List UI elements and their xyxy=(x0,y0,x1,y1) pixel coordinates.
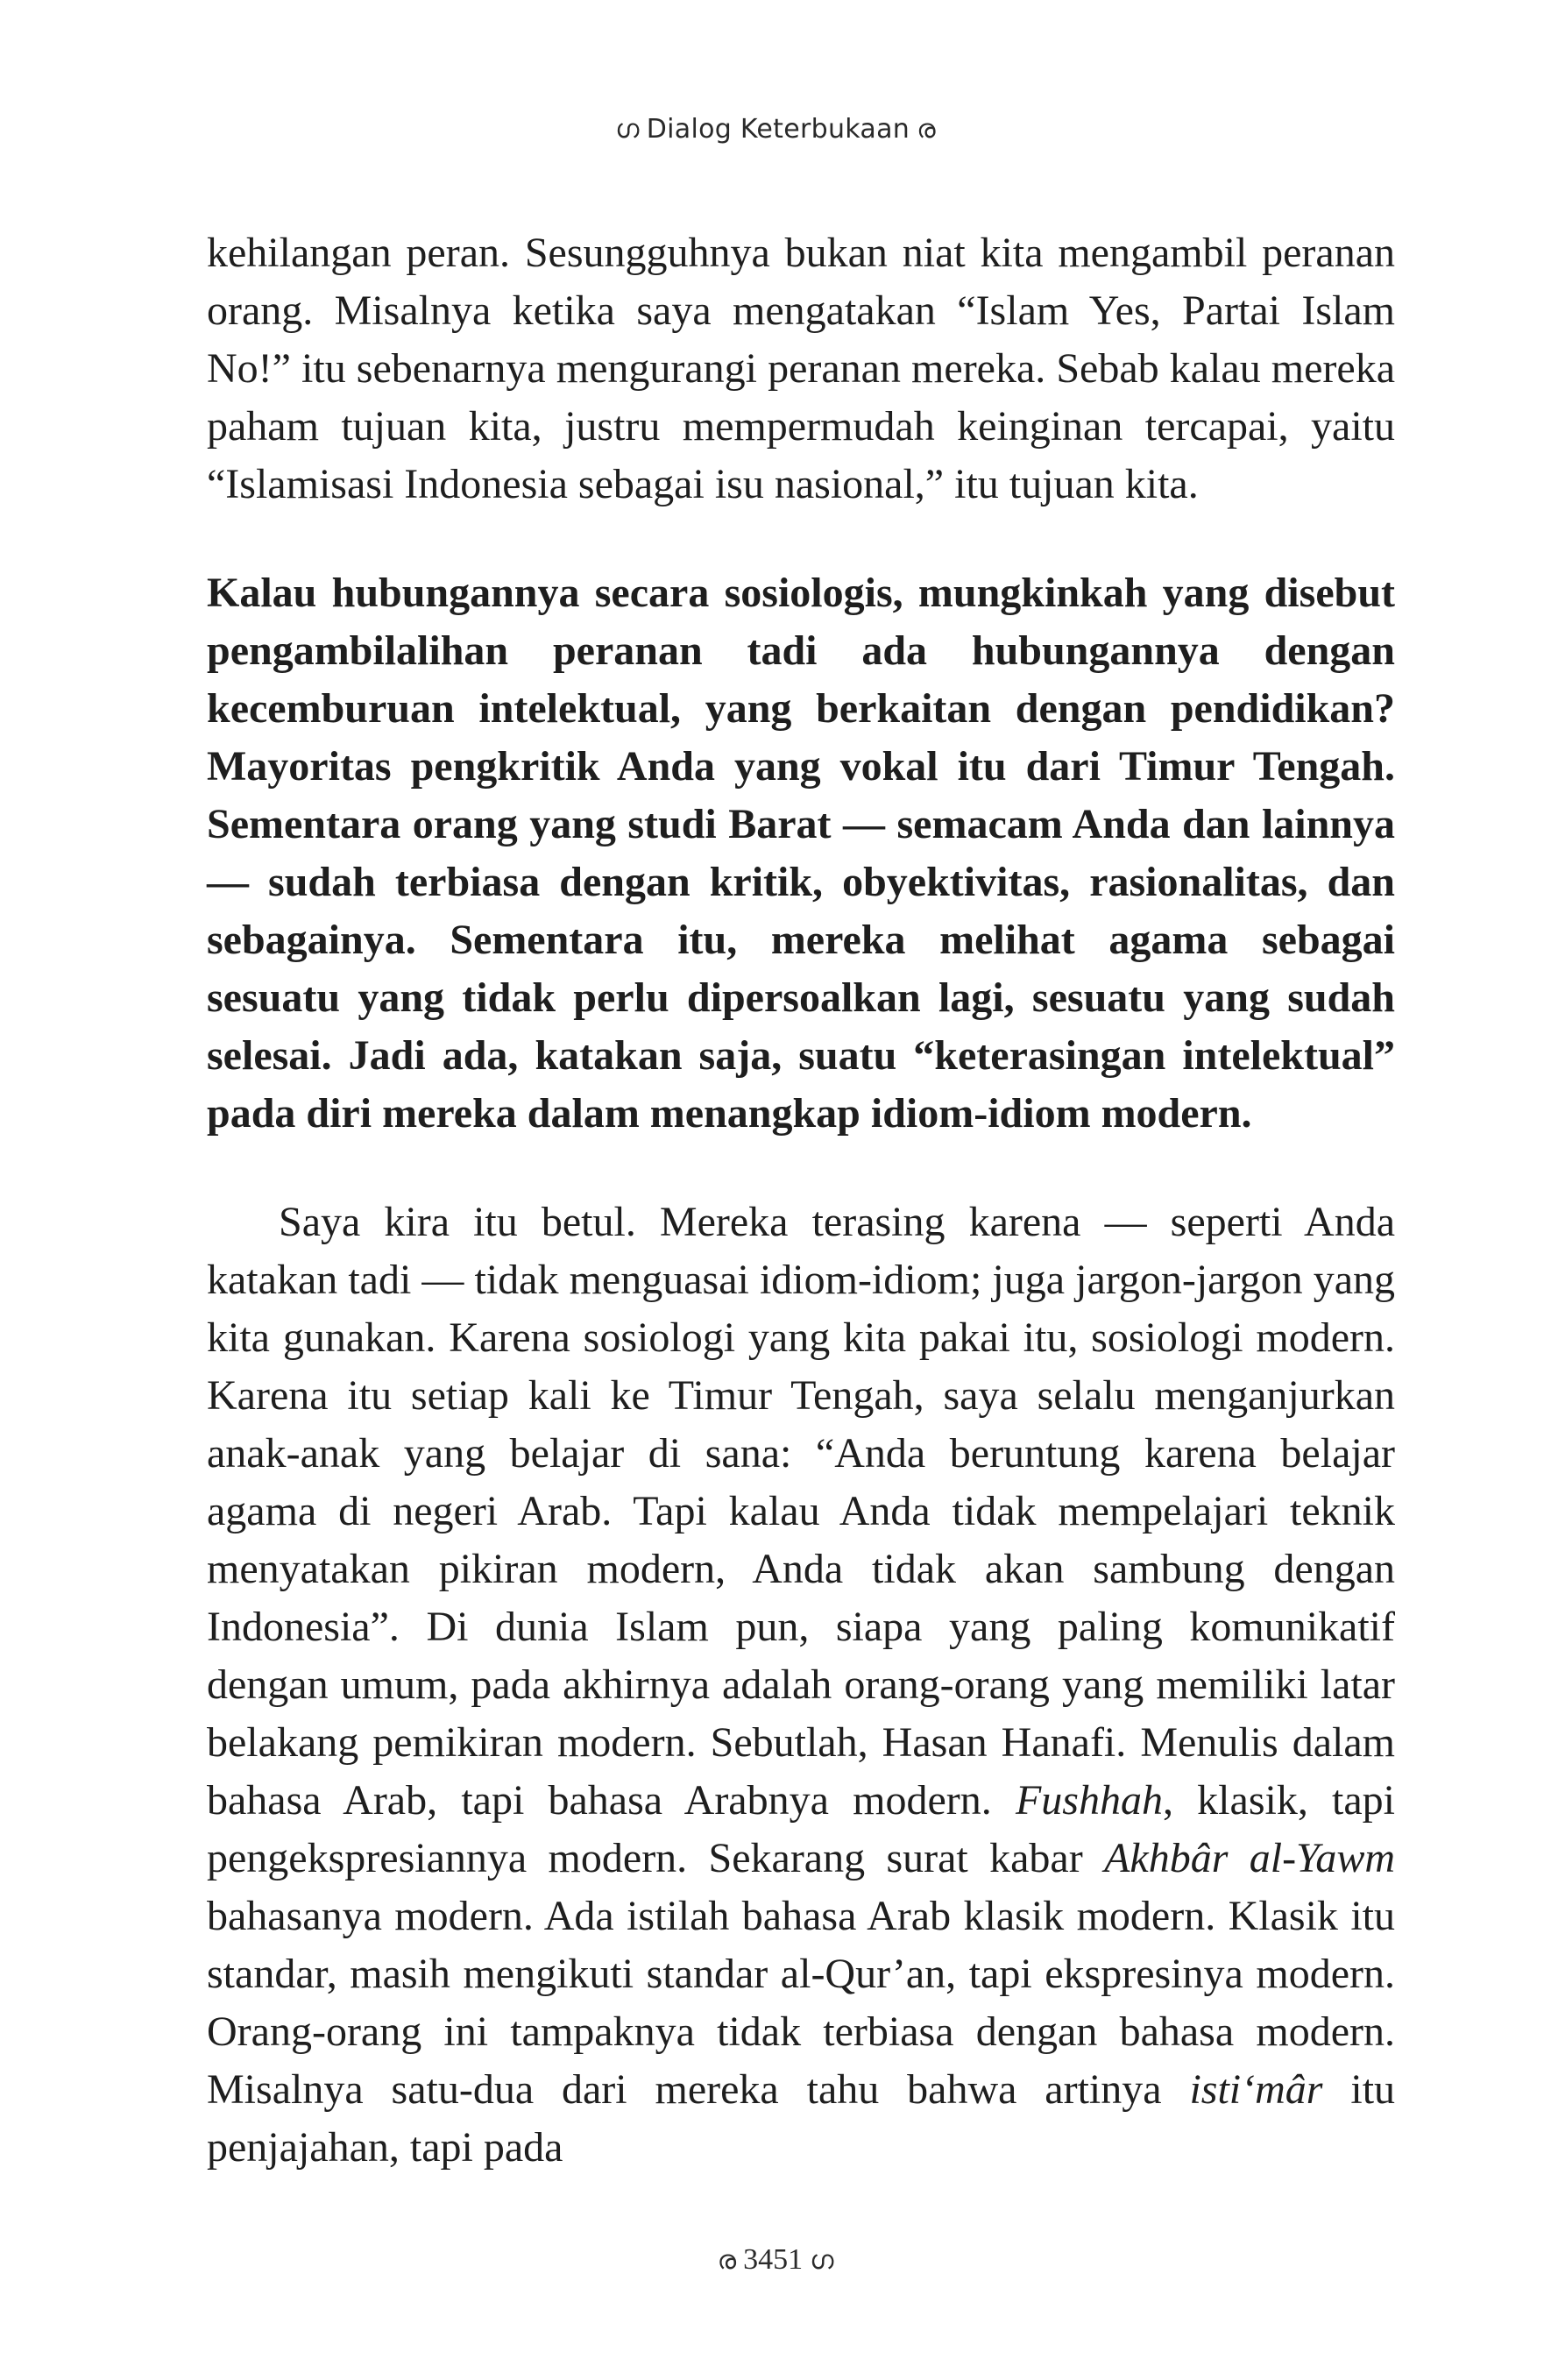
answer-text-1: Saya kira itu betul. Mereka terasing karena — seperti Anda katakan tadi — tidak menguasai idiom-idiom; juga jargon-jargon yang kita gunakan. Karena sosiologi yang kita pakai itu, sosiologi modern. Karena itu setiap kali ke Timur Tengah, saya selalu menganjurkan anak-anak yang belajar di sana: “Anda beruntung karena belajar agama di negeri Arab. Tapi kalau Anda tidak mempelajari teknik menyatakan pikiran modern, Anda tidak akan sambung dengan Indonesia”. Di dunia Islam pun, siapa yang paling komunikatif dengan umum, pada akhirnya adalah orang-orang yang memiliki latar belakang pemikiran modern. Sebutlah, Hasan Hanafi. Menulis dalam bahasa Arab, tapi bahasa Arabnya modern. xyxy=(207,1199,1395,1824)
term-fushhah: Fushhah xyxy=(1015,1777,1163,1824)
page-number: 3451 xyxy=(743,2243,804,2276)
running-header-title: Dialog Keterbukaan xyxy=(646,114,910,145)
answer-text-4: itu penjajahan, tapi pada xyxy=(207,2066,1396,2171)
answer-text-3: bahasanya modern. Ada istilah bahasa Arab klasik modern. Klasik itu standar, masih mengikuti standar al-Qur’an, tapi ekspresinya modern. Orang-orang ini tampaknya tidak terbiasa dengan bahasa modern. Misalnya satu-dua dari mereka tahu bahwa artinya xyxy=(207,1893,1395,2113)
running-header xyxy=(0,114,1551,145)
footer-ornament-right-icon: ഗ xyxy=(810,2245,834,2276)
term-istimar: isti‘mâr xyxy=(1189,2066,1323,2113)
body-text xyxy=(207,224,1395,2177)
ornament-left-icon: ഗ xyxy=(615,114,640,145)
ornament-right-icon: ര xyxy=(917,114,936,145)
paragraph-continuation: kehilangan peran. Sesungguhnya bukan niat kita mengambil peranan orang. Misalnya ketika saya mengatakan “Islam Yes, Partai Islam No!” itu sebenarnya mengurangi peranan mereka. Sebab kalau mereka paham tujuan kita, justru mempermudah keinginan tercapai, yaitu “Islamisasi Indonesia sebagai isu nasional,” itu tujuan kita. xyxy=(207,230,1395,507)
footer-ornament-left-icon: ര xyxy=(717,2245,737,2276)
term-akhbar-al-yawm: Akhbâr al-Yawm xyxy=(1104,1835,1396,1881)
answer-text-2: , klasik, tapi pengekspresiannya modern. Sekarang surat kabar xyxy=(207,1777,1396,1881)
interview-question: Kalau hubungannya secara sosiologis, mungkinkah yang disebut pengambilalihan peranan tadi ada hubungannya dengan kecemburuan intelektual, yang berkaitan dengan pendidikan? Mayoritas pengkritik Anda yang vokal itu dari Timur Tengah. Sementara orang yang studi Barat — semacam Anda dan lainnya — sudah terbiasa dengan kritik, obyektivitas, rasionalitas, dan sebagainya. Sementara itu, mereka melihat agama sebagai sesuatu yang tidak perlu dipersoalkan lagi, sesuatu yang sudah selesai. Jadi ada, katakan saja, suatu “keterasingan intelektual” pada diri mereka dalam menangkap idiom-idiom modern. xyxy=(207,570,1395,1137)
page-footer xyxy=(0,2243,1551,2277)
interview-answer xyxy=(207,1194,1395,2177)
